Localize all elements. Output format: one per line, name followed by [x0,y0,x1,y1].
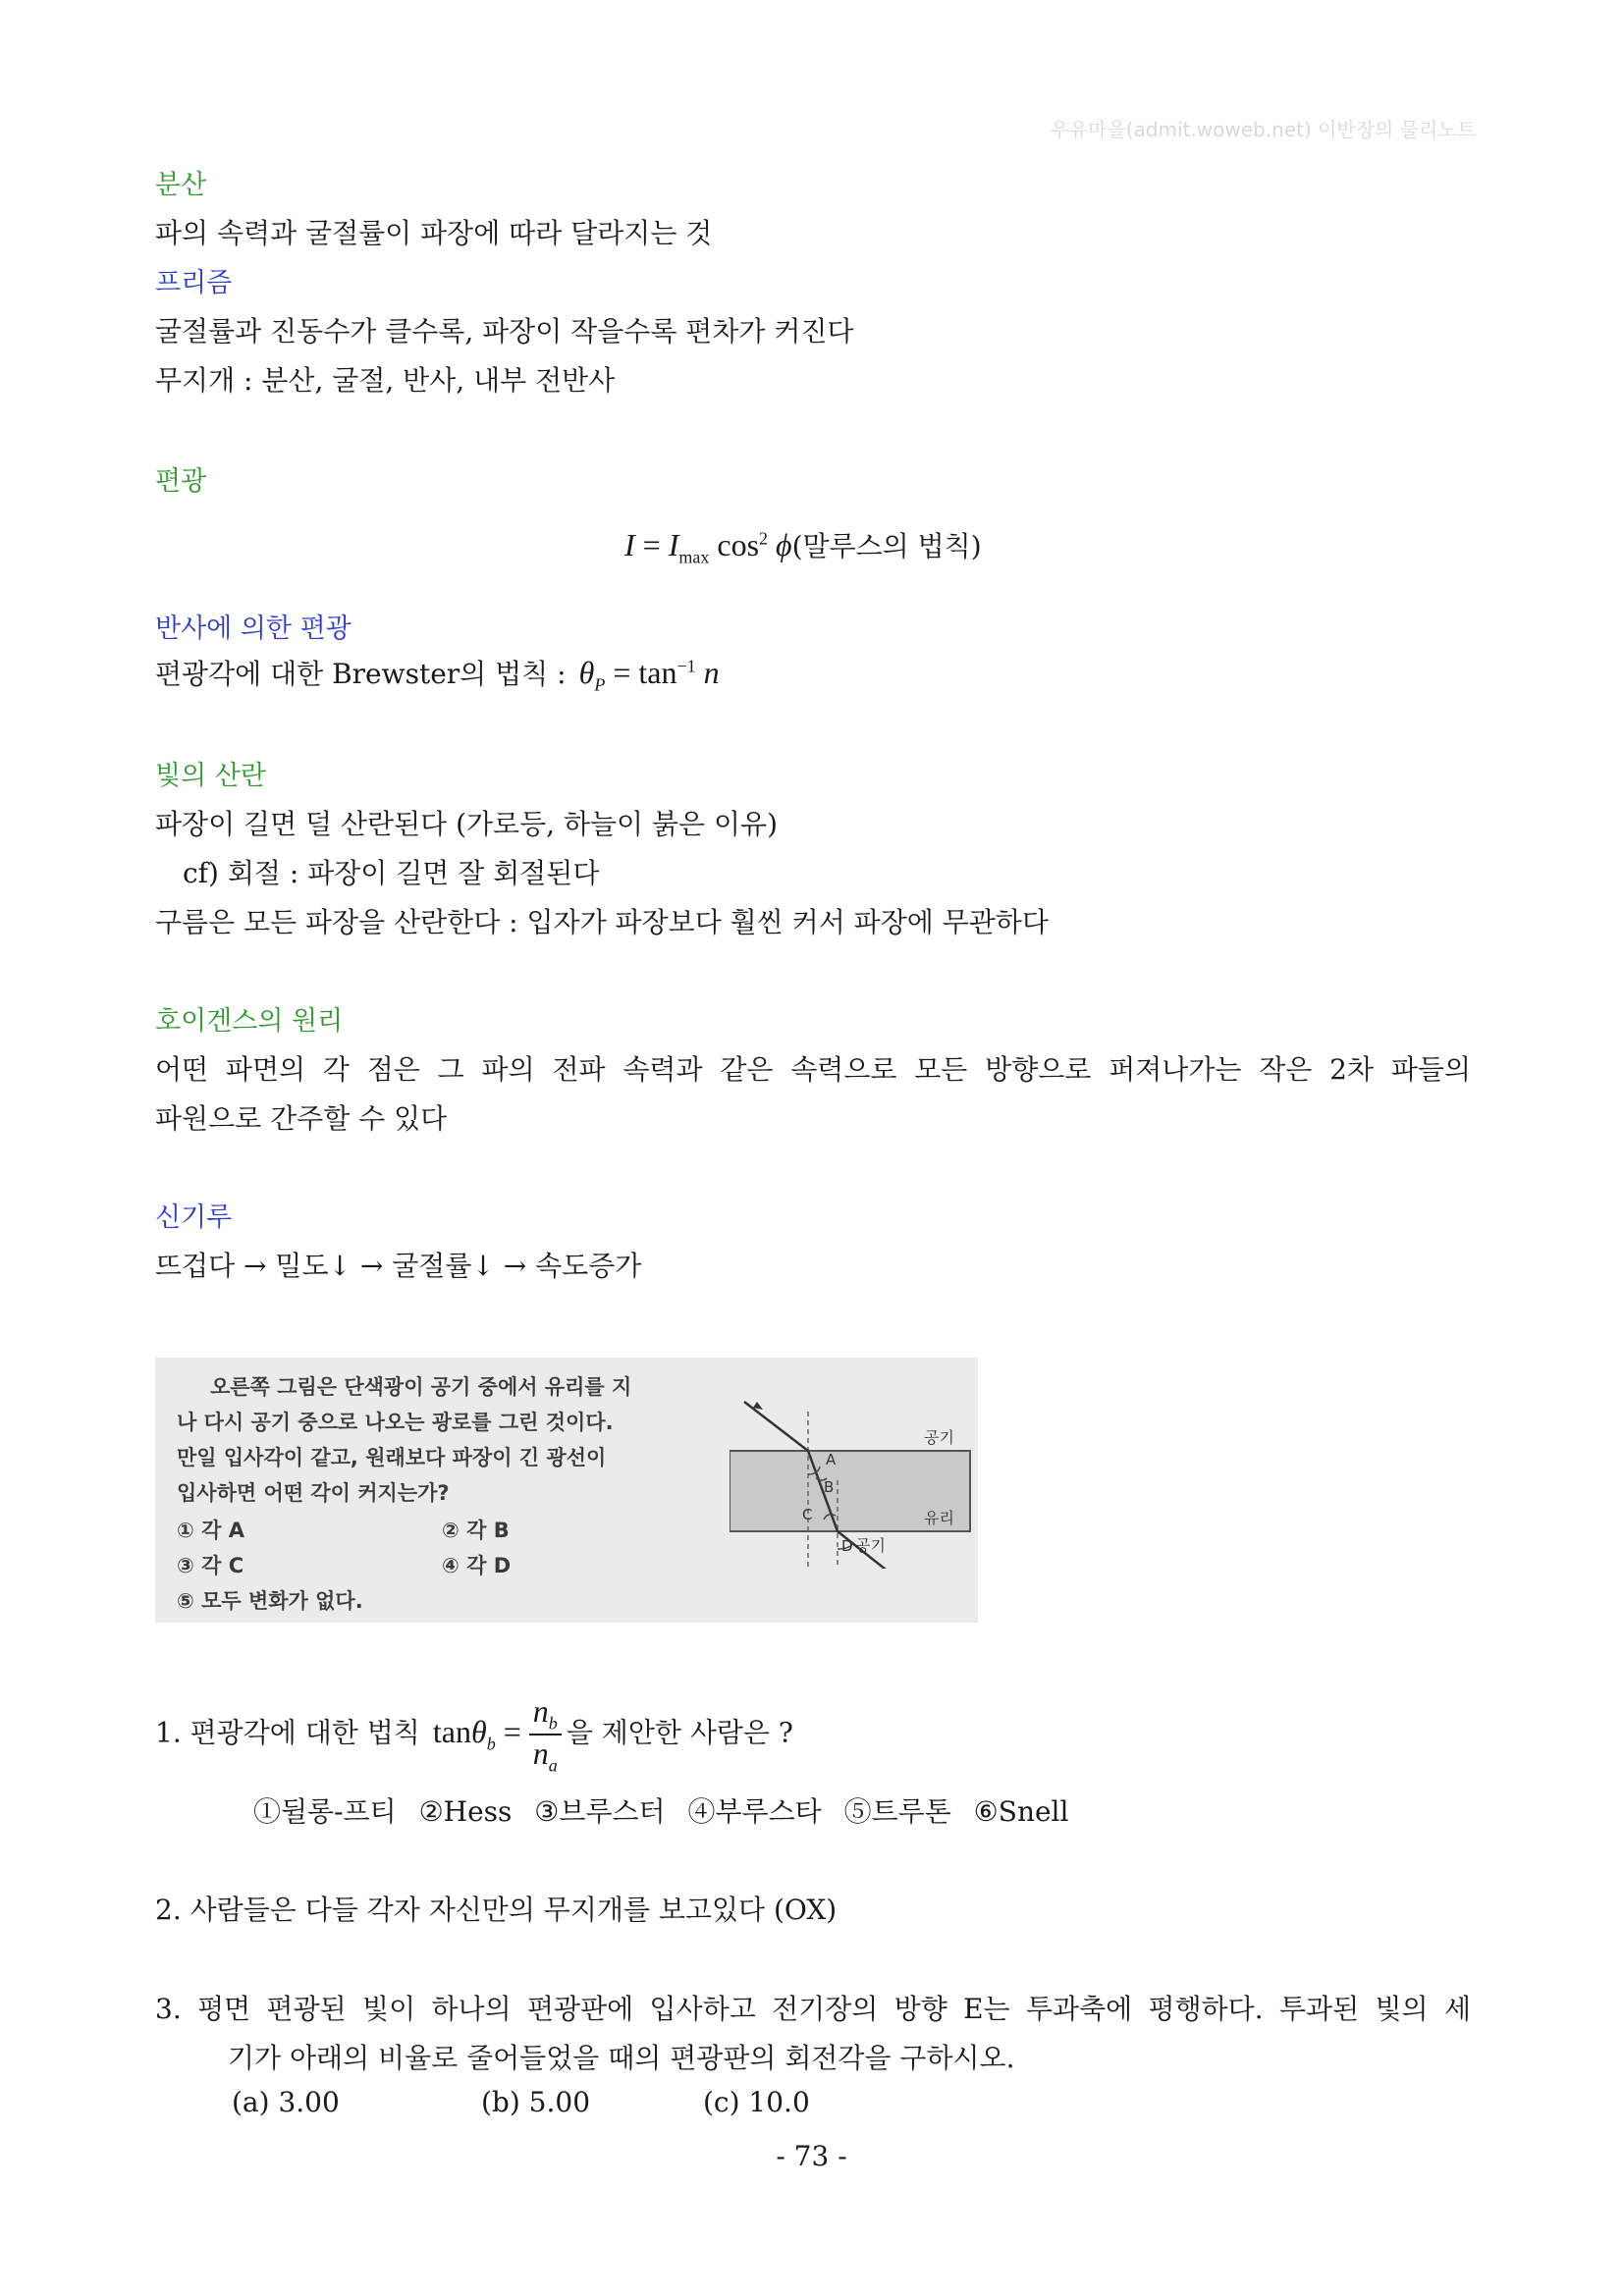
section-title-reflection-polarization: 반사에 의한 편광 [155,614,352,644]
label-air-top: 공기 [924,1428,954,1447]
q1-choice-5: ⑤트루톤 [843,1795,951,1828]
huygens-line-1: 어떤 파면의 각 점은 그 파의 전파 속력과 같은 속력으로 모든 방향으로 퍼져나가는 작은 2차 파들의 [155,1053,1471,1086]
label-angle-b: B [824,1478,835,1496]
figure-question-line-4: 입사하면 어떤 각이 커지는가? [177,1481,450,1505]
malus-note: (말루스의 법칙) [791,530,982,562]
brewster-law-line [155,653,720,695]
figure-option-1: ① 각 A [177,1519,244,1542]
question-3-line-1: 3. 평면 편광된 빛이 하나의 편광판에 입사하고 전기장의 방향 E는 투과축에 평행하다. 투과된 빛의 세 [155,1993,1471,2025]
q1-choice-2: ②Hess [418,1795,513,1828]
label-angle-c: C [802,1506,813,1523]
section-title-scattering: 빛의 산란 [155,761,266,791]
malus-formula: $I = I_{max}$ $\cos^2 \phi$ [624,527,792,567]
huygens-line-2: 파원으로 간주할 수 있다 [155,1102,448,1135]
malus-law-equation [624,525,982,567]
mirage-line-1: 뜨겁다 → 밀도↓ → 굴절률↓ → 속도증가 [155,1250,642,1282]
q3-sub-c: (c) 10.0 [703,2086,810,2118]
label-angle-a: A [826,1451,837,1468]
figure-question-line-1: 오른쪽 그림은 단색광이 공기 중에서 유리를 지 [210,1375,632,1399]
scattering-line-3: 구름은 모든 파장을 산란한다 : 입자가 파장보다 훨씬 커서 파장에 무관하다 [155,906,1049,938]
dispersion-text: 파의 속력과 굴절률이 파장에 따라 달라지는 것 [155,217,713,249]
q3-sub-b: (b) 5.00 [481,2086,591,2118]
scattering-line-1: 파장이 길면 덜 산란된다 (가로등, 하늘이 붉은 이유) [155,808,779,840]
refraction-diagram [730,1372,975,1569]
figure-option-4: ④ 각 D [442,1554,512,1577]
question-1 [155,1693,793,1777]
refraction-problem-figure [155,1358,978,1623]
figure-question-line-2: 나 다시 공기 중으로 나오는 광로를 그린 것이다. [177,1411,614,1434]
figure-option-2: ② 각 B [442,1519,510,1542]
question-3-line-2: 기가 아래의 비율로 줄어들었을 때의 편광판의 회전각을 구하시오. [228,2042,1015,2074]
q1-suffix: 을 제안한 사람은 ? [566,1716,793,1749]
scattering-line-2: cf) 회절 : 파장이 길면 잘 회절된다 [183,857,600,889]
label-air-bottom: 공기 [855,1536,886,1555]
section-title-huygens: 호이겐스의 원리 [155,1006,344,1037]
q1-choice-6: ⑥Snell [973,1795,1069,1828]
q1-choice-1: ①뒬롱-프티 [253,1795,397,1828]
figure-question-line-3: 만일 입사각이 같고, 원래보다 파장이 긴 광선이 [177,1446,607,1469]
q3-sub-a: (a) 3.00 [232,2086,340,2118]
q1-choices [253,1790,1082,1830]
page-number: - 73 - [776,2140,847,2172]
brewster-formula: $\theta_P = \tan^{-1} n$ [578,655,720,695]
label-angle-d: D [841,1537,853,1555]
section-title-prism: 프리즘 [155,268,233,298]
brewster-text: 편광각에 대한 Brewster의 법칙 : [155,658,567,690]
figure-option-5: ⑤ 모두 변화가 없다. [177,1589,363,1613]
incident-ray [744,1402,808,1451]
section-title-polarization: 편광 [155,466,207,497]
question-2: 2. 사람들은 다들 각자 자신만의 무지개를 보고있다 (OX) [155,1894,838,1926]
figure-option-3: ③ 각 C [177,1554,244,1577]
section-title-dispersion: 분산 [155,170,207,200]
section-title-mirage: 신기루 [155,1202,233,1233]
q1-choice-3: ③브루스터 [534,1795,666,1828]
q1-fraction: $\frac{n_b}{n_a}$ [529,1693,562,1777]
page-header: 우유마을(admit.woweb.net) 이반장의 물리노트 [1050,118,1476,141]
prism-line-2: 무지개 : 분산, 굴절, 반사, 내부 전반사 [155,364,616,397]
q1-formula: tanθ$_b$ = $\frac{n_b}{n_a}$ [425,1714,562,1749]
q1-prefix: 1. 편광각에 대한 법칙 [155,1716,420,1749]
prism-line-1: 굴절률과 진동수가 클수록, 파장이 작을수록 편차가 커진다 [155,315,854,347]
q1-choice-4: ④부루스타 [687,1795,822,1828]
label-glass: 유리 [924,1509,954,1527]
